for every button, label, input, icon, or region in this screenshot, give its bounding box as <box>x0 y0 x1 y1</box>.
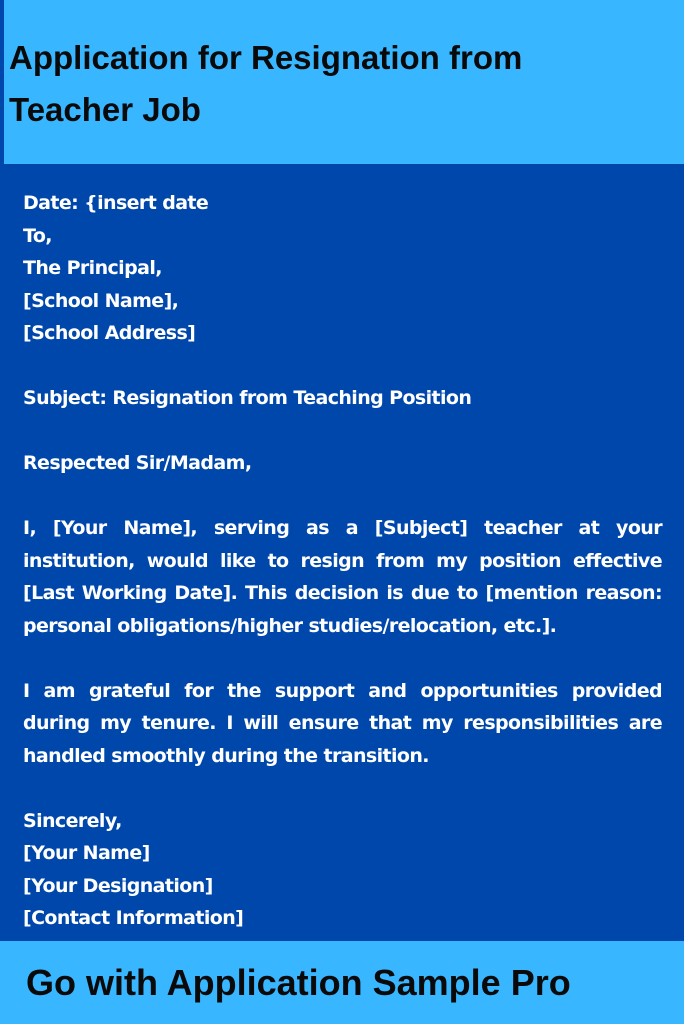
page-title: Application for Resignation from Teacher Job <box>9 39 523 128</box>
school-name-line: [School Name], <box>23 289 179 312</box>
footer-banner <box>0 941 684 1024</box>
spacer <box>23 772 662 805</box>
spacer <box>23 642 662 675</box>
closing-line: Sincerely, <box>23 809 122 832</box>
salutation-line: Respected Sir/Madam, <box>23 452 252 474</box>
body-paragraph-2: I am grateful for the support and opportunities provided during my tenure. I will ensure that my responsibilities are handled smoothly during the transition. <box>23 679 662 767</box>
recipient-line: The Principal, <box>23 257 162 279</box>
signature-name-line: [Your Name] <box>23 842 150 864</box>
spacer <box>23 480 662 513</box>
spacer <box>23 350 662 383</box>
subject-line: Subject: Resignation from Teaching Position <box>23 387 472 409</box>
school-address-line: [School Address] <box>23 322 196 344</box>
body-paragraph-1: I, [Your Name], serving as a [Subject] teacher at your institution, would like to resign from my position effective [Last Working Date]. This decision is due to [mention reason: personal obligations/higher studies/relocation, etc.]. <box>23 517 662 637</box>
date-line: Date: {insert date <box>23 192 209 214</box>
signature-designation-line: [Your Designation] <box>23 874 213 897</box>
header-banner <box>0 0 684 164</box>
to-line: To, <box>23 224 52 247</box>
footer-tagline: Go with Application Sample Pro <box>26 962 571 1003</box>
letter-body <box>23 187 662 935</box>
signature-contact-line: [Contact Information] <box>23 907 244 929</box>
spacer <box>23 415 662 448</box>
